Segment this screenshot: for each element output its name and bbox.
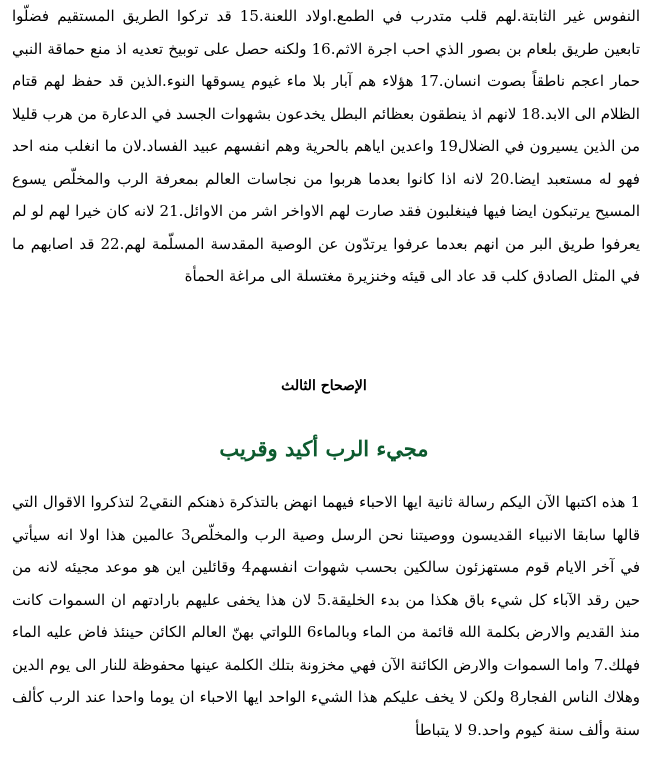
paragraph-top: النفوس غير الثابتة.لهم قلب متدرب في الطمع.اولاد اللعنة.15 قد تركوا الطريق المستقيم فضلّوا تابعين طريق بلعام بن بصور الذي احب اجرة الاثم.16 ولكنه حصل على توبيخ تعديه اذ منع حماقة النبي حمار اعجم ناطقاً بصوت انسان.17 هؤلاء هم آبار بلا ماء غيوم يسوقها النوء.الذين قد حفظ لهم قتام الظلام الى الابد.18 لانهم اذ ينطقون بعظائم البطل يخدعون بشهوات الجسد في الدعارة من هرب قليلا من الذين يسيرون في الضلال19 واعدين اياهم بالحرية وهم انفسهم عبيد الفساد.لان ما انغلب منه احد فهو له مستعبد ايضا.20 لانه اذا كانوا بعدما هربوا من نجاسات العالم بمعرفة الرب والمخلّص يسوع المسيح يرتبكون ايضا فيها فينغلبون فقد صارت لهم الاواخر اشر من الاوائل.21 لانه كان خيرا لهم لو لم يعرفوا طريق البر من انهم بعدما عرفوا يرتدّون عن الوصية المقدسة المسلّمة لهم.22 قد اصابهم ما في المثل الصادق كلب قد عاد الى قيئه وخنزيرة مغتسلة الى مراغة الحمأة	[12, 7, 641, 285]
paragraph-bottom: 1 هذه اكتبها الآن اليكم رسالة ثانية ايها الاحباء فيهما انهض بالتذكرة ذهنكم النقي2 لتذكروا الاقوال التي قالها سابقا الانبياء القديسون ووصيتنا نحن الرسل وصية الرب والمخلّص3 عالمين هذا اولا انه سيأتي في آخر الايام قوم مستهزئون سالكين بحسب شهوات انفسهم4 وقائلين اين هو موعد مجيئه لانه من حين رقد الآباء كل شيء باق هكذا من بدء الخليقة.5 لان هذا يخفى عليهم بارادتهم ان السموات كانت منذ القديم والارض بكلمة الله قائمة من الماء وبالماء6 اللواتي بهنّ العالم الكائن حينئذ فاض عليه الماء فهلك.7 واما السموات والارض الكائنة الآن فهي مخزونة بتلك الكلمة عينها محفوظة للنار الى يوم الدين وهلاك الناس الفجار8 ولكن لا يخف عليكم هذا الشيء الواحد ايها الاحباء ان يوما واحدا عند الرب كألف سنة وألف سنة كيوم واحد.9 لا يتباطأ	[12, 493, 641, 739]
section-heading: الإصحاح الثالث	[281, 378, 367, 394]
chapter-title: مجيء الرب أكيد وقريب	[219, 436, 429, 461]
